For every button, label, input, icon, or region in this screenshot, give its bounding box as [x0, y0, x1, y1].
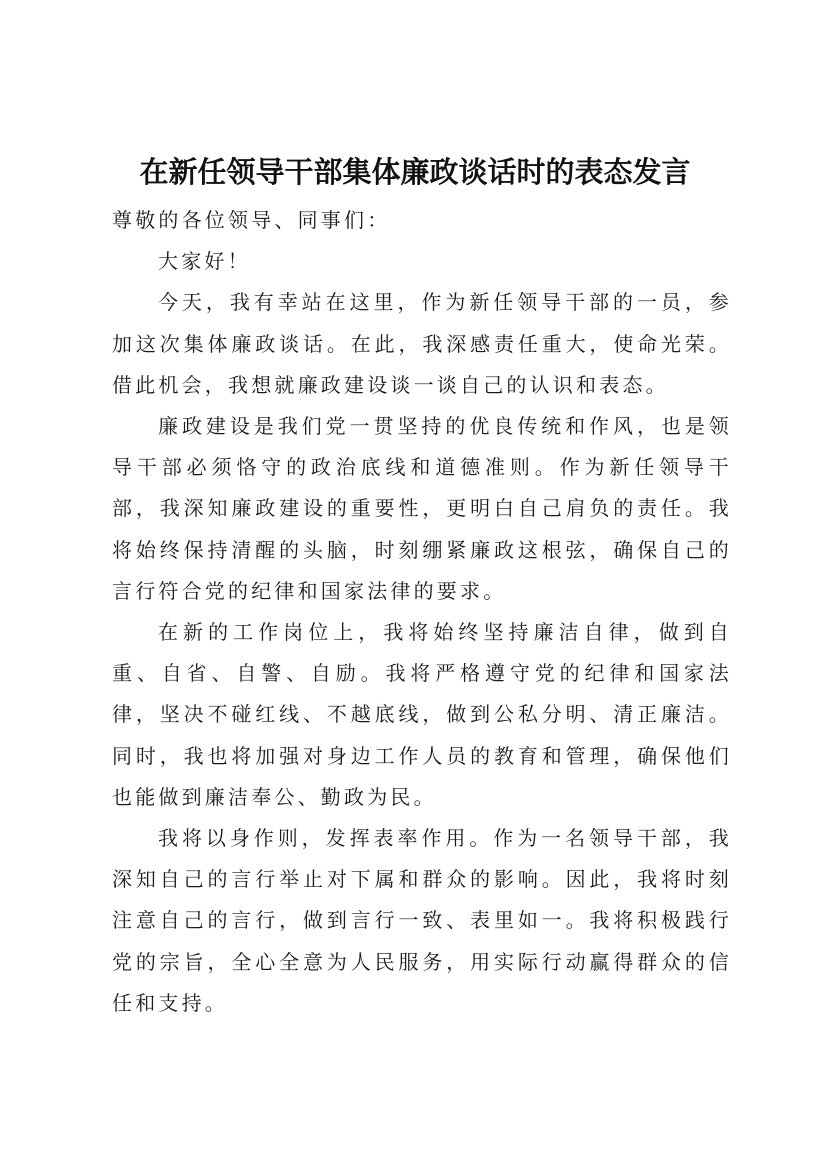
document-body	[112, 200, 732, 1024]
greeting-line: 尊敬的各位领导、同事们：	[112, 208, 391, 232]
paragraph: 大家好！	[158, 249, 251, 274]
paragraph: 我将以身作则，发挥表率作用。作为一名领导干部，我深知自己的言行举止对下属和群众的影响。因此，我将时刻注意自己的言行，做到言行一致、表里如一。我将积极践行党的宗旨，全心全意为人民服务，用实际行动赢得群众的信任和支持。	[112, 826, 732, 1015]
document-title: 在新任领导干部集体廉政谈话时的表态发言	[139, 155, 691, 189]
paragraph: 今天，我有幸站在这里，作为新任领导干部的一员，参加这次集体廉政谈话。在此，我深感责任重大，使命光荣。借此机会，我想就廉政建设谈一谈自己的认识和表态。	[112, 290, 732, 397]
paragraph: 廉政建设是我们党一贯坚持的优良传统和作风，也是领导干部必须恪守的政治底线和道德准则。作为新任领导干部，我深知廉政建设的重要性，更明白自己肩负的责任。我将始终保持清醒的头脑，时刻绷紧廉政这根弦，确保自己的言行符合党的纪律和国家法律的要求。	[112, 414, 732, 603]
paragraph: 在新的工作岗位上，我将始终坚持廉洁自律，做到自重、自省、自警、自励。我将严格遵守党的纪律和国家法律，坚决不碰红线、不越底线，做到公私分明、清正廉洁。同时，我也将加强对身边工作人员的教育和管理，确保他们也能做到廉洁奉公、勤政为民。	[112, 620, 732, 809]
